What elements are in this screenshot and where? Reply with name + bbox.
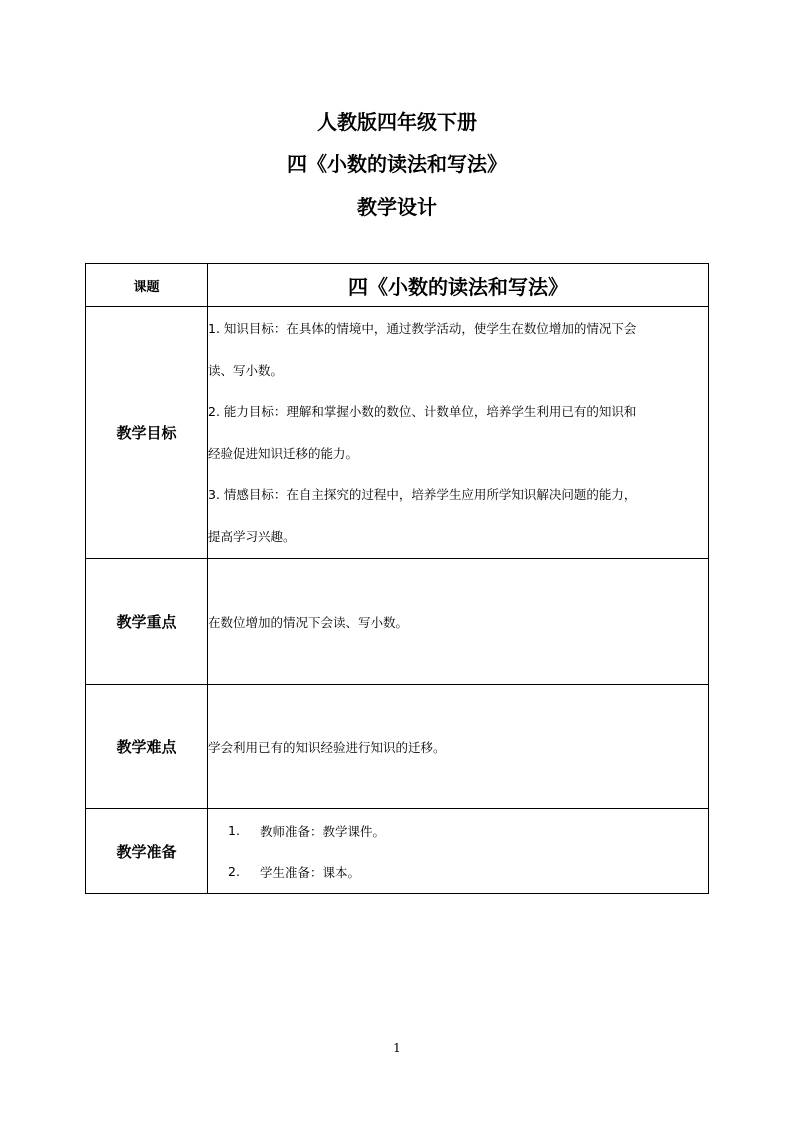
- table-row-objectives: [86, 307, 709, 559]
- list-item: [208, 851, 708, 892]
- preparation-content: [208, 809, 709, 894]
- document-title-line-2: 四《小数的读法和写法》: [287, 152, 507, 176]
- objective-line: 3. 情感目标：在自主探究的过程中，培养学生应用所学知识解决问题的能力，: [208, 487, 637, 502]
- topic-label: 课题: [86, 264, 208, 307]
- objective-line: 2. 能力目标：理解和掌握小数的数位、计数单位，培养学生利用已有的知识和: [208, 404, 637, 419]
- objective-line: 经验促进知识迁移的能力。: [208, 445, 359, 461]
- document-title-line-3: 教学设计: [357, 195, 437, 219]
- difficulties-value: 学会利用已有的知识经验进行知识的迁移。: [208, 685, 709, 809]
- preparation-label: 教学准备: [86, 809, 208, 894]
- page-number: 1: [393, 1041, 401, 1055]
- list-item-text: 教师准备：教学课件。: [260, 823, 386, 839]
- table-row-preparation: [86, 809, 709, 894]
- table-row-key-points: [86, 559, 709, 685]
- objective-line: 提高学习兴趣。: [208, 528, 296, 544]
- list-item-number: 1.: [228, 823, 240, 838]
- objective-line: 读、写小数。: [208, 362, 284, 378]
- list-item: [208, 810, 708, 851]
- list-item-text: 学生准备：课本。: [260, 864, 361, 880]
- objectives-label: 教学目标: [86, 307, 208, 559]
- difficulties-label: 教学难点: [86, 685, 208, 809]
- list-item-number: 2.: [228, 864, 240, 879]
- key-points-label: 教学重点: [86, 559, 208, 685]
- objectives-content: [208, 307, 709, 559]
- key-points-value: 在数位增加的情况下会读、写小数。: [208, 559, 709, 685]
- table-row-difficulties: [86, 685, 709, 809]
- table-row-topic: [86, 264, 709, 307]
- lesson-plan-table: [85, 263, 709, 894]
- objective-line: 1. 知识目标：在具体的情境中，通过教学活动，使学生在数位增加的情况下会: [208, 321, 637, 336]
- document-title-line-1: 人教版四年级下册: [317, 110, 477, 134]
- topic-value: 四《小数的读法和写法》: [208, 264, 709, 307]
